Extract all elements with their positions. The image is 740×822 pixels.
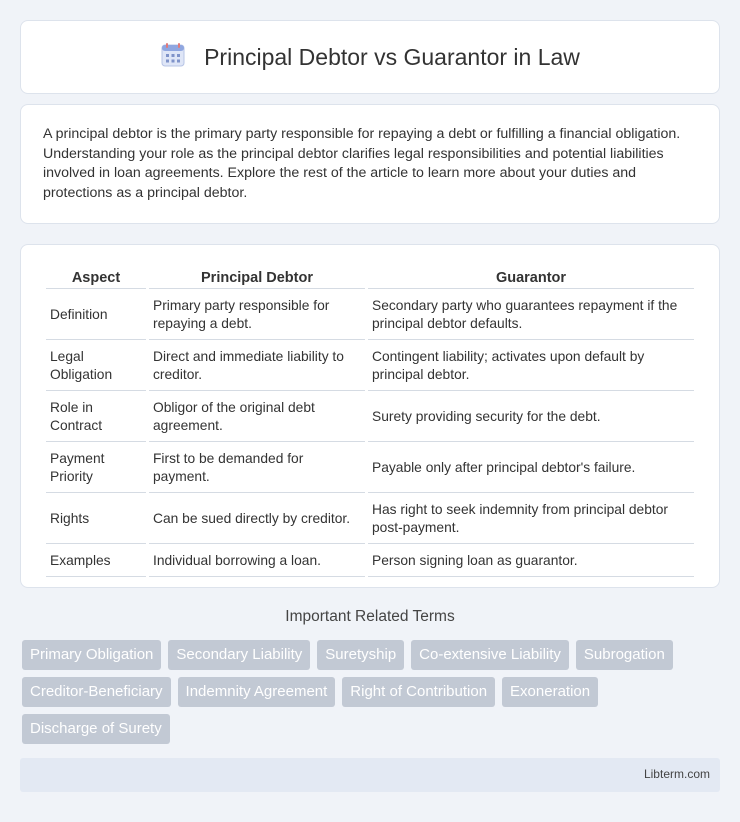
header-aspect: Aspect [46, 267, 146, 289]
tag-discharge-of-surety[interactable]: Discharge of Surety [22, 714, 170, 744]
table-row [46, 495, 694, 544]
tag-subrogation[interactable]: Subrogation [576, 640, 673, 670]
tag-right-of-contribution[interactable]: Right of Contribution [342, 677, 495, 707]
row-guarantor: Person signing loan as guarantor. [368, 546, 694, 577]
table-row [46, 546, 694, 577]
footer-site-link[interactable]: Libterm.com [643, 767, 710, 781]
row-guarantor: Surety providing security for the debt. [368, 393, 694, 442]
header-principal-debtor: Principal Debtor [149, 267, 365, 289]
intro-text: A principal debtor is the primary party responsible for repaying a debt or fulfilling a financial obligation. Understanding your role as the principal debtor clarifies legal responsibilities and potential liabilities involved in loan agreements. Explore the rest of the article to learn more about your duties and protections as a principal debtor. [43, 126, 681, 201]
tag-exoneration[interactable]: Exoneration [502, 677, 598, 707]
row-aspect: Payment Priority [46, 444, 146, 493]
tag-creditor-beneficiary[interactable]: Creditor-Beneficiary [22, 677, 171, 707]
row-guarantor: Has right to seek indemnity from principal debtor post-payment. [368, 495, 694, 544]
row-aspect: Legal Obligation [46, 342, 146, 391]
row-principal-debtor: Obligor of the original debt agreement. [149, 393, 365, 442]
table-row [46, 291, 694, 340]
tag-indemnity-agreement[interactable]: Indemnity Agreement [178, 677, 336, 707]
intro-card [20, 104, 720, 224]
tag-suretyship[interactable]: Suretyship [317, 640, 404, 670]
comparison-table-card [20, 244, 720, 588]
row-guarantor: Contingent liability; activates upon default by principal debtor. [368, 342, 694, 391]
page-title: Principal Debtor vs Guarantor in Law [204, 43, 580, 70]
row-guarantor: Payable only after principal debtor's failure. [368, 444, 694, 493]
table-row [46, 444, 694, 493]
row-principal-debtor: Can be sued directly by creditor. [149, 495, 365, 544]
comparison-table [43, 265, 697, 579]
row-aspect: Definition [46, 291, 146, 340]
row-principal-debtor: Primary party responsible for repaying a debt. [149, 291, 365, 340]
row-aspect: Rights [46, 495, 146, 544]
header-card [20, 20, 720, 94]
row-aspect: Examples [46, 546, 146, 577]
row-principal-debtor: Direct and immediate liability to creditor. [149, 342, 365, 391]
header-guarantor: Guarantor [368, 267, 694, 289]
table-header-row [46, 267, 694, 289]
row-principal-debtor: Individual borrowing a loan. [149, 546, 365, 577]
tag-primary-obligation[interactable]: Primary Obligation [22, 640, 161, 670]
related-terms-title: Important Related Terms [285, 608, 455, 625]
row-principal-debtor: First to be demanded for payment. [149, 444, 365, 493]
calendar-grid-icon [160, 42, 186, 73]
tag-secondary-liability[interactable]: Secondary Liability [168, 640, 310, 670]
row-aspect: Role in Contract [46, 393, 146, 442]
table-row [46, 342, 694, 391]
footer [20, 758, 720, 792]
tag-co-extensive-liability[interactable]: Co-extensive Liability [411, 640, 569, 670]
related-terms-tags [22, 640, 722, 744]
table-row [46, 393, 694, 442]
row-guarantor: Secondary party who guarantees repayment if the principal debtor defaults. [368, 291, 694, 340]
